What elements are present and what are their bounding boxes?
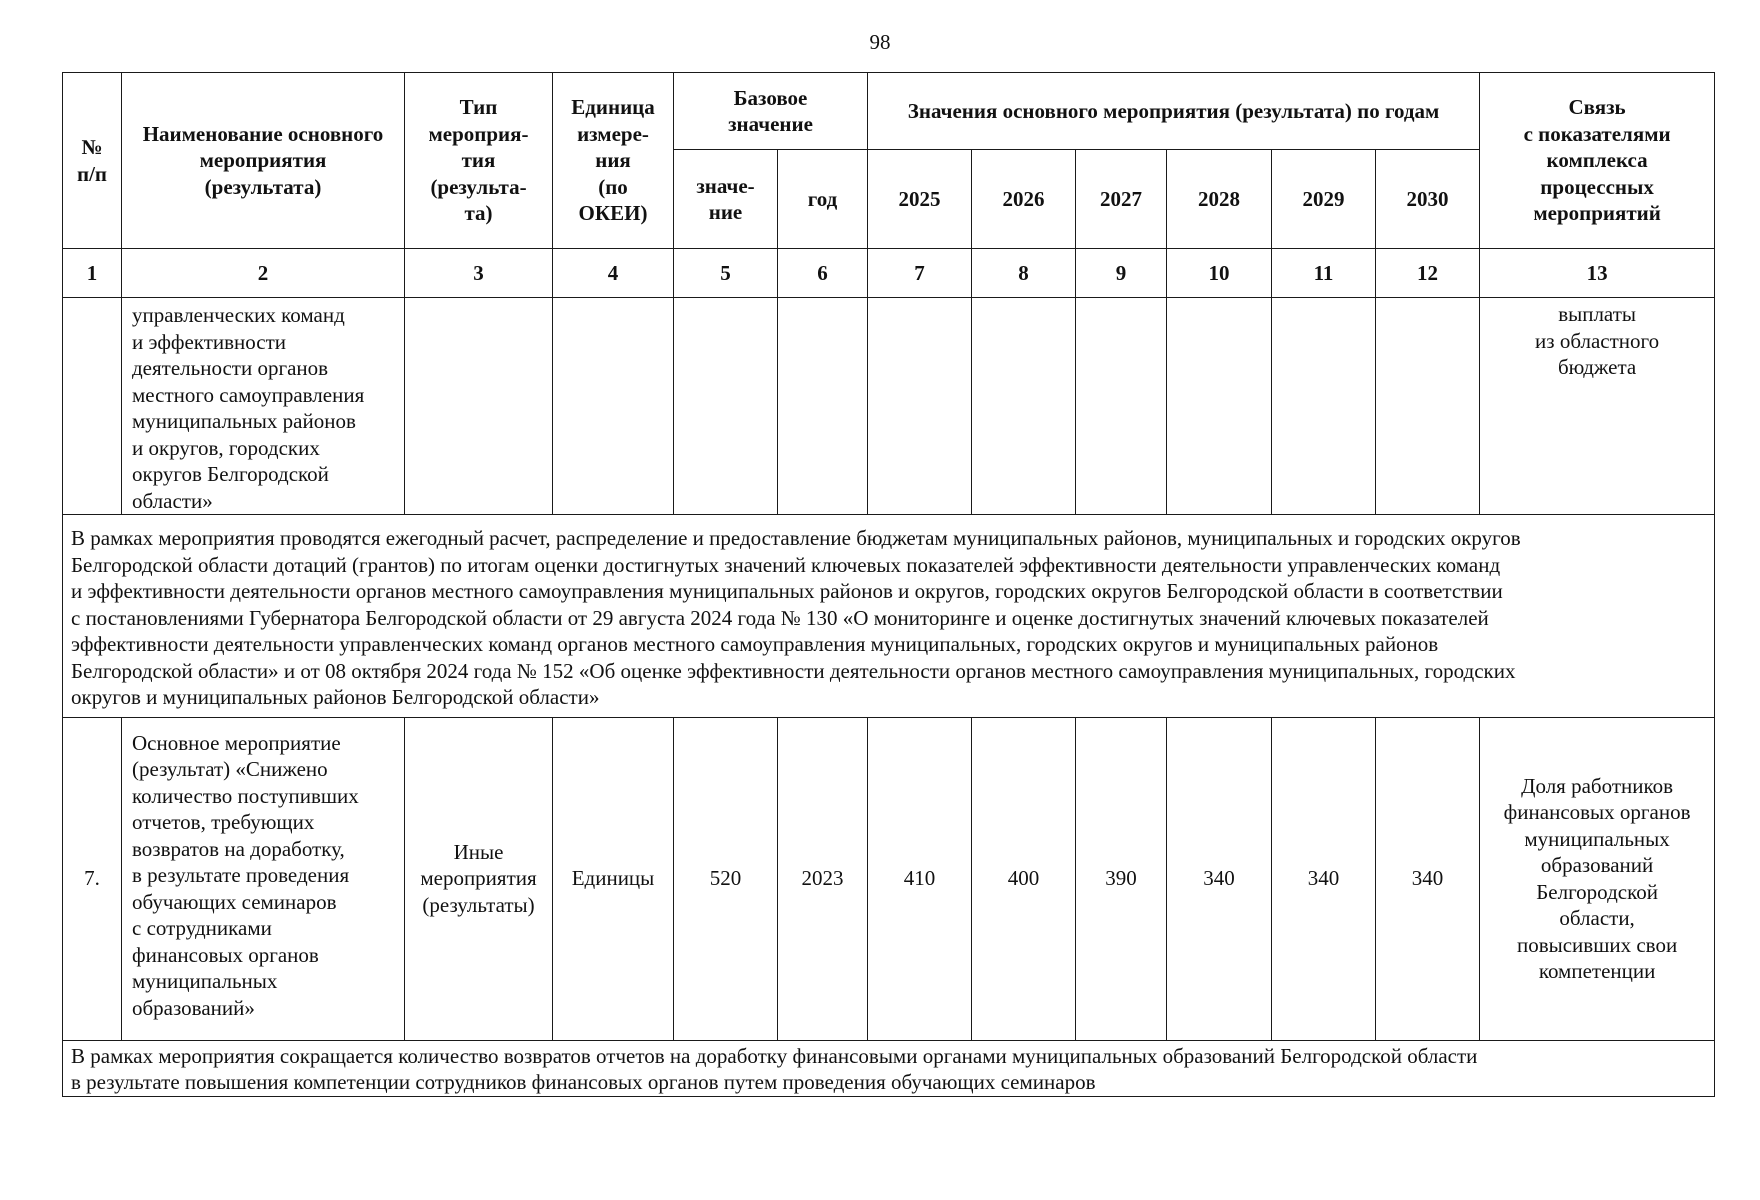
header-type: Тип мероприя- тия (результа- та) (405, 73, 553, 249)
col-index: 13 (1480, 249, 1715, 298)
note-row-2 (63, 1040, 1715, 1096)
cell-value-2027: 390 (1076, 717, 1167, 1040)
cell-value-2028: 340 (1167, 717, 1272, 1040)
col-index: 8 (972, 249, 1076, 298)
header-row-1 (63, 73, 1715, 150)
header-year-2025: 2025 (868, 150, 972, 249)
cell-name-continued: управленческих команд и эффективности деятельности органов местного самоуправления муниципальных районов и округов, городских округов Белгородской области» (122, 298, 405, 515)
cell-value-2026: 400 (972, 717, 1076, 1040)
cell-empty (868, 298, 972, 515)
col-index: 1 (63, 249, 122, 298)
header-link: Связь с показателями комплекса процессных мероприятий (1480, 73, 1715, 249)
col-index: 12 (1376, 249, 1480, 298)
header-year-2029: 2029 (1272, 150, 1376, 249)
cell-value-2029: 340 (1272, 717, 1376, 1040)
col-index: 11 (1272, 249, 1376, 298)
cell-type: Иные мероприятия (результаты) (405, 717, 553, 1040)
header-base-year: год (778, 150, 868, 249)
measures-table (62, 72, 1715, 1097)
cell-empty (972, 298, 1076, 515)
cell-empty (405, 298, 553, 515)
cell-link: Доля работников финансовых органов муниципальных образований Белгородской области, повысивших свои компетенции (1480, 717, 1715, 1040)
cell-link-continued: выплаты из областного бюджета (1480, 298, 1715, 515)
col-index: 2 (122, 249, 405, 298)
header-year-2026: 2026 (972, 150, 1076, 249)
col-index: 7 (868, 249, 972, 298)
cell-unit: Единицы (553, 717, 674, 1040)
cell-value-2025: 410 (868, 717, 972, 1040)
cell-empty (1076, 298, 1167, 515)
cell-empty (1167, 298, 1272, 515)
col-index: 6 (778, 249, 868, 298)
col-index: 3 (405, 249, 553, 298)
col-index: 9 (1076, 249, 1167, 298)
table-row-continued (63, 298, 1715, 515)
header-num: № п/п (63, 73, 122, 249)
table-row-7 (63, 717, 1715, 1040)
cell-num-empty (63, 298, 122, 515)
header-year-2028: 2028 (1167, 150, 1272, 249)
header-name: Наименование основного мероприятия (результата) (122, 73, 405, 249)
column-index-row (63, 249, 1715, 298)
note-row-1 (63, 515, 1715, 718)
cell-empty (553, 298, 674, 515)
col-index: 5 (674, 249, 778, 298)
cell-num: 7. (63, 717, 122, 1040)
header-year-2030: 2030 (1376, 150, 1480, 249)
header-unit: Единица измере- ния (по ОКЕИ) (553, 73, 674, 249)
header-values-title: Значения основного мероприятия (результата) по годам (868, 73, 1480, 150)
col-index: 10 (1167, 249, 1272, 298)
cell-empty (1272, 298, 1376, 515)
cell-base-year: 2023 (778, 717, 868, 1040)
header-year-2027: 2027 (1076, 150, 1167, 249)
cell-empty (674, 298, 778, 515)
cell-name: Основное мероприятие (результат) «Снижено количество поступивших отчетов, требующих возвратов на доработку, в результате проведения обучающих семинаров с сотрудниками финансовых органов муниципальных образований» (122, 717, 405, 1040)
header-base: Базовое значение (674, 73, 868, 150)
header-base-value: значе- ние (674, 150, 778, 249)
cell-value-2030: 340 (1376, 717, 1480, 1040)
note-text-2: В рамках мероприятия сокращается количество возвратов отчетов на доработку финансовыми органами муниципальных образований Белгородской области в результате повышения компетенции сотрудников финансовых органов путем проведения обучающих семинаров (63, 1040, 1715, 1096)
cell-empty (778, 298, 868, 515)
note-text-1: В рамках мероприятия проводятся ежегодный расчет, распределение и предоставление бюджетам муниципальных районов, муниципальных и городских округов Белгородской области дотаций (грантов) по итогам оценки достигнутых значений ключевых показателей эффективности деятельности управленческих команд и эффективности деятельности органов местного самоуправления муниципальных районов и округов, городских округов Белгородской области в соответствии с постановлениями Губернатора Белгородской области от 29 августа 2024 года № 130 «О мониторинге и оценке достигнутых значений ключевых показателей эффективности деятельности управленческих команд органов местного самоуправления муниципальных, городских округов и муниципальных районов Белгородской области» и от 08 октября 2024 года № 152 «Об оценке эффективности деятельности органов местного самоуправления муниципальных, городских округов и муниципальных районов Белгородской области» (63, 515, 1715, 718)
cell-empty (1376, 298, 1480, 515)
col-index: 4 (553, 249, 674, 298)
page-number: 98 (869, 30, 891, 54)
cell-base-value: 520 (674, 717, 778, 1040)
